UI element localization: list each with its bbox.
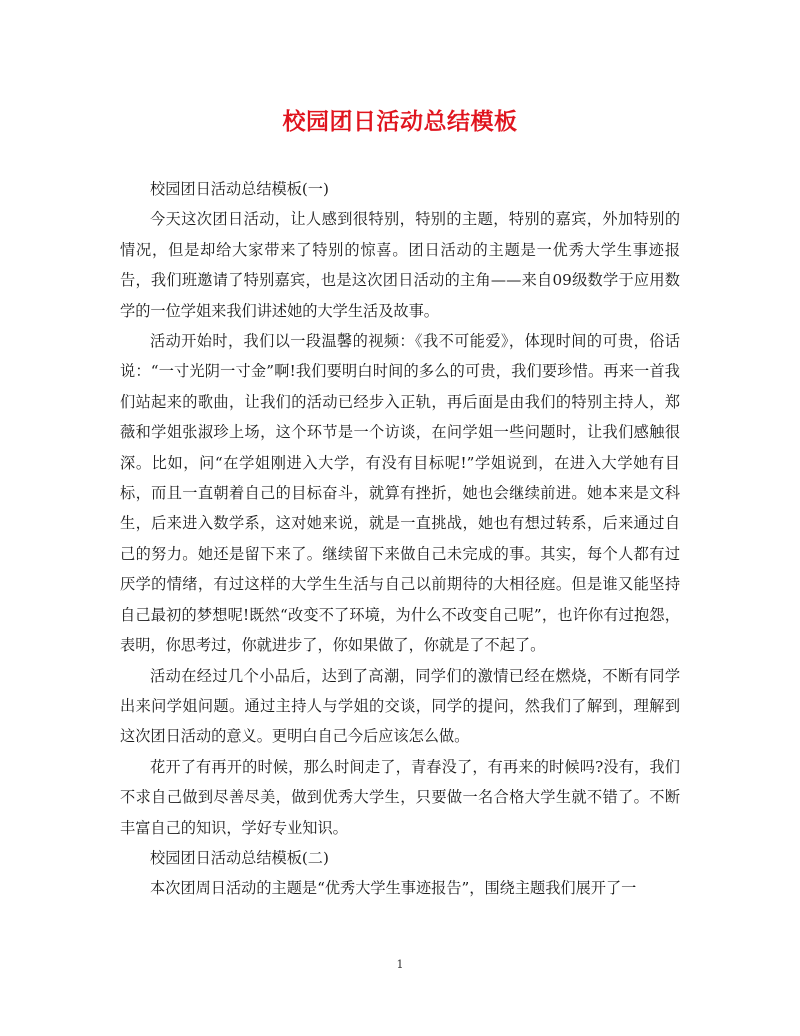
paragraph: 花开了有再开的时候，那么时间走了，青春没了，有再来的时候吗?没有，我们不求自己做到尽善尽美，做到优秀大学生，只要做一名合格大学生就不错了。不断丰富自己的知识，学好专业知识。 bbox=[120, 757, 680, 837]
paragraph: 活动开始时，我们以一段温馨的视频：《我不可能爱》，体现时间的可贵，俗话说：“一寸光阴一寸金”啊!我们要明白时间的多么的可贵，我们要珍惜。再来一首我们站起来的歌曲，让我们的活动已经步入正轨，再后面是由我们的特别主持人，郑薇和学姐张淑珍上场，这个环节是一个访谈，在问学姐一些问题时，让我们感触很深。比如，问“在学姐刚进入大学，有没有目标呢!”学姐说到，在进入大学她有目标，而且一直朝着自己的目标奋斗，就算有挫折，她也会继续前进。她本来是文科生，后来进入数学系，这对她来说，就是一直挑战，她也有想过转系，后来通过自己的努力。她还是留下来了。继续留下来做自己未完成的事。其实，每个人都有过厌学的情绪，有过这样的大学生生活与自己以前期待的大相径庭。但是谁又能坚持自己最初的梦想呢!既然“改变不了环境，为什么不改变自己呢”，也许你有过抱怨，表明，你思考过，你就进步了，你如果做了，你就是了不起了。 bbox=[120, 332, 680, 655]
paragraph: 本次团周日活动的主题是“优秀大学生事迹报告”，围绕主题我们展开了一 bbox=[150, 879, 637, 898]
page-number: 1 bbox=[396, 958, 404, 971]
document-title: 校园团日活动总结模板 bbox=[282, 108, 518, 135]
section-heading-2: 校园团日活动总结模板(二) bbox=[150, 848, 329, 867]
section-heading-1: 校园团日活动总结模板(一) bbox=[150, 180, 329, 198]
paragraph: 今天这次团日活动，让人感到很特别，特别的主题，特别的嘉宾，外加特别的情况，但是却给大家带来了特别的惊喜。团日活动的主题是一优秀大学生事迹报告，我们班邀请了特别嘉宾，也是这次团日活动的主角——来自09级数学于应用数学的一位学姐来我们讲述她的大学生活及故事。 bbox=[120, 210, 680, 320]
document-body bbox=[120, 174, 680, 904]
paragraph: 活动在经过几个小品后，达到了高潮，同学们的激情已经在燃烧，不断有同学出来问学姐问题。通过主持人与学姐的交谈，同学的提问，然我们了解到，理解到这次团日活动的意义。更明白自己今后应该怎么做。 bbox=[120, 666, 680, 746]
